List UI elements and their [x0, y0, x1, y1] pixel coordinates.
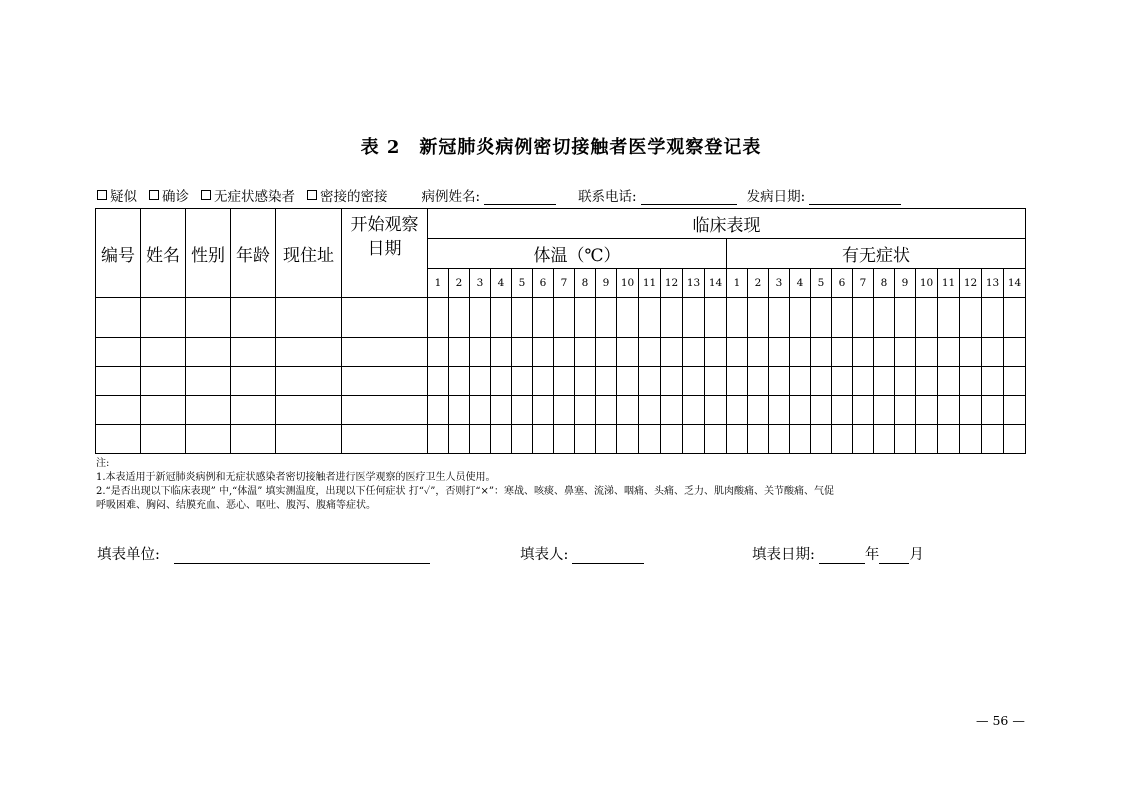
filling-unit-field	[97, 544, 430, 564]
table-cell[interactable]	[449, 338, 470, 367]
table-cell[interactable]	[639, 425, 661, 454]
symptom-day-header: 5	[811, 269, 832, 298]
table-cell[interactable]	[748, 396, 769, 425]
checkbox-icon[interactable]	[201, 190, 211, 200]
table-cell[interactable]	[512, 338, 533, 367]
table-cell[interactable]	[832, 396, 853, 425]
table-cell[interactable]	[1004, 338, 1026, 367]
table-cell[interactable]	[533, 298, 554, 338]
table-cell[interactable]	[960, 367, 982, 396]
table-cell[interactable]	[790, 298, 811, 338]
onset-date-label: 发病日期:	[746, 189, 806, 205]
filler-field	[520, 544, 644, 564]
header-age: 年龄	[231, 209, 276, 298]
table-row	[96, 298, 1026, 338]
symptom-day-header: 4	[790, 269, 811, 298]
case-name-field	[422, 185, 557, 205]
table-row	[96, 396, 1026, 425]
table-cell[interactable]	[748, 425, 769, 454]
temp-day-header: 5	[512, 269, 533, 298]
table-cell[interactable]	[916, 396, 938, 425]
table-cell[interactable]	[790, 367, 811, 396]
table-cell[interactable]	[727, 396, 748, 425]
filling-month-blank[interactable]	[879, 549, 909, 564]
temp-day-header: 11	[639, 269, 661, 298]
case-type-confirmed[interactable]	[149, 185, 189, 205]
table-cell[interactable]	[470, 338, 491, 367]
symptom-day-header: 9	[895, 269, 916, 298]
table-row	[96, 367, 1026, 396]
table-cell[interactable]	[1004, 298, 1026, 338]
header-address: 现住址	[276, 209, 342, 298]
table-cell[interactable]	[938, 298, 960, 338]
case-type-label: 密接的密接	[320, 189, 388, 205]
table-cell[interactable]	[491, 396, 512, 425]
table-cell[interactable]	[853, 338, 874, 367]
symptom-day-header: 1	[727, 269, 748, 298]
header-start-line2: 日期	[367, 239, 402, 259]
table-cell[interactable]	[727, 298, 748, 338]
table-cell[interactable]	[1004, 396, 1026, 425]
case-type-label: 疑似	[110, 189, 137, 205]
table-cell[interactable]	[512, 396, 533, 425]
onset-date-blank[interactable]	[809, 190, 901, 205]
table-cell[interactable]	[895, 396, 916, 425]
table-cell[interactable]	[449, 367, 470, 396]
symptom-day-header: 7	[853, 269, 874, 298]
table-cell[interactable]	[661, 367, 683, 396]
table-cell[interactable]	[982, 338, 1004, 367]
table-cell[interactable]	[96, 298, 141, 338]
page-title: 表 2 新冠肺炎病例密切接触者医学观察登记表	[360, 137, 762, 158]
table-cell[interactable]	[874, 425, 895, 454]
table-cell[interactable]	[960, 396, 982, 425]
table-cell[interactable]	[811, 425, 832, 454]
table-cell[interactable]	[769, 298, 790, 338]
table-cell[interactable]	[617, 396, 639, 425]
table-cell[interactable]	[982, 396, 1004, 425]
case-info-line	[97, 185, 901, 205]
table-cell[interactable]	[96, 338, 141, 367]
table-cell[interactable]	[141, 367, 186, 396]
contact-phone-label: 联系电话:	[578, 189, 637, 205]
table-cell[interactable]	[769, 396, 790, 425]
table-cell[interactable]	[276, 298, 342, 338]
case-type-secondary-contact[interactable]	[307, 185, 388, 205]
table-cell[interactable]	[186, 338, 231, 367]
table-cell[interactable]	[491, 298, 512, 338]
table-cell[interactable]	[428, 396, 449, 425]
table-cell[interactable]	[683, 367, 705, 396]
filling-date-field	[752, 544, 924, 564]
table-cell[interactable]	[96, 396, 141, 425]
table-cell[interactable]	[683, 338, 705, 367]
table-cell[interactable]	[853, 298, 874, 338]
table-cell[interactable]	[342, 367, 428, 396]
table-row	[96, 425, 1026, 454]
table-cell[interactable]	[895, 367, 916, 396]
table-cell[interactable]	[231, 396, 276, 425]
table-cell[interactable]	[982, 367, 1004, 396]
table-cell[interactable]	[916, 298, 938, 338]
temp-day-header: 12	[661, 269, 683, 298]
table-cell[interactable]	[769, 367, 790, 396]
header-start-line1: 开始观察	[350, 215, 419, 235]
symptom-day-header: 8	[874, 269, 895, 298]
filler-label: 填表人:	[520, 547, 569, 563]
table-cell[interactable]	[512, 425, 533, 454]
table-cell[interactable]	[596, 338, 617, 367]
table-cell[interactable]	[449, 298, 470, 338]
table-cell[interactable]	[960, 338, 982, 367]
table-cell[interactable]	[491, 338, 512, 367]
table-cell[interactable]	[96, 367, 141, 396]
table-cell[interactable]	[596, 298, 617, 338]
table-cell[interactable]	[428, 338, 449, 367]
case-type-suspected[interactable]	[97, 185, 137, 205]
table-cell[interactable]	[596, 367, 617, 396]
case-type-label: 确诊	[162, 189, 189, 205]
table-cell[interactable]	[554, 338, 575, 367]
table-cell[interactable]	[874, 396, 895, 425]
table-cell[interactable]	[575, 298, 596, 338]
temp-day-header: 13	[683, 269, 705, 298]
header-sex: 性别	[186, 209, 231, 298]
table-cell[interactable]	[617, 425, 639, 454]
table-cell[interactable]	[575, 338, 596, 367]
table-cell[interactable]	[596, 396, 617, 425]
table-cell[interactable]	[895, 425, 916, 454]
table-cell[interactable]	[186, 367, 231, 396]
table-cell[interactable]	[470, 367, 491, 396]
table-cell[interactable]	[470, 298, 491, 338]
table-cell[interactable]	[141, 338, 186, 367]
table-cell[interactable]	[575, 396, 596, 425]
table-cell[interactable]	[661, 338, 683, 367]
notes-line-2: 2.“是否出现以下临床表现” 中,“体温” 填实测温度，出现以下任何症状 打“✓”，否则打“×”：寒战、咳痰、鼻塞、流涕、咽痛、头痛、乏力、肌肉酸痛、关节酸痛、气促	[96, 486, 834, 497]
temp-day-header: 7	[554, 269, 575, 298]
table-cell[interactable]	[982, 425, 1004, 454]
table-cell[interactable]	[141, 425, 186, 454]
table-cell[interactable]	[533, 425, 554, 454]
symptom-day-header: 2	[748, 269, 769, 298]
header-clinical: 临床表现	[428, 209, 1026, 239]
table-cell[interactable]	[491, 425, 512, 454]
table-cell[interactable]	[683, 298, 705, 338]
case-name-blank[interactable]	[484, 190, 556, 205]
table-cell[interactable]	[769, 338, 790, 367]
table-cell[interactable]	[853, 425, 874, 454]
notes	[96, 457, 1036, 513]
header-temperature: 体温（℃）	[428, 239, 727, 269]
table-cell[interactable]	[811, 298, 832, 338]
temp-day-header: 9	[596, 269, 617, 298]
onset-date-field	[747, 185, 902, 205]
table-cell[interactable]	[748, 338, 769, 367]
notes-label: 注:	[96, 458, 110, 469]
table-cell[interactable]	[639, 396, 661, 425]
table-cell[interactable]	[512, 367, 533, 396]
table-cell[interactable]	[470, 396, 491, 425]
table-cell[interactable]	[661, 298, 683, 338]
table-cell[interactable]	[853, 396, 874, 425]
table-cell[interactable]	[428, 425, 449, 454]
table-cell[interactable]	[512, 298, 533, 338]
table-cell[interactable]	[960, 298, 982, 338]
table-cell[interactable]	[449, 396, 470, 425]
filling-date-label: 填表日期:	[752, 547, 815, 563]
table-cell[interactable]	[832, 425, 853, 454]
table-cell[interactable]	[748, 367, 769, 396]
table-cell[interactable]	[683, 396, 705, 425]
table-cell[interactable]	[276, 367, 342, 396]
table-cell[interactable]	[982, 298, 1004, 338]
filler-blank[interactable]	[572, 549, 644, 564]
table-cell[interactable]	[832, 298, 853, 338]
notes-line-1: 1.本表适用于新冠肺炎病例和无症状感染者密切接触者进行医学观察的医疗卫生人员使用。	[96, 472, 496, 483]
table-cell[interactable]	[811, 396, 832, 425]
table-cell[interactable]	[470, 425, 491, 454]
table-cell[interactable]	[938, 338, 960, 367]
table-cell[interactable]	[276, 425, 342, 454]
table-cell[interactable]	[491, 367, 512, 396]
table-cell[interactable]	[186, 425, 231, 454]
header-id: 编号	[96, 209, 141, 298]
header-symptoms: 有无症状	[727, 239, 1026, 269]
table-cell[interactable]	[661, 396, 683, 425]
table-cell[interactable]	[727, 367, 748, 396]
table-cell[interactable]	[895, 338, 916, 367]
symptom-day-header: 10	[916, 269, 938, 298]
table-cell[interactable]	[790, 396, 811, 425]
table-cell[interactable]	[342, 425, 428, 454]
table-cell[interactable]	[575, 425, 596, 454]
table-cell[interactable]	[428, 298, 449, 338]
table-cell[interactable]	[661, 425, 683, 454]
temp-day-header: 3	[470, 269, 491, 298]
table-cell[interactable]	[769, 425, 790, 454]
symptom-day-header: 3	[769, 269, 790, 298]
temp-day-header: 14	[705, 269, 727, 298]
notes-line-3: 呼吸困难、胸闷、结膜充血、恶心、呕吐、腹泻、腹痛等症状。	[96, 500, 376, 511]
symptom-day-header: 12	[960, 269, 982, 298]
table-cell[interactable]	[141, 396, 186, 425]
symptom-day-header: 6	[832, 269, 853, 298]
table-cell[interactable]	[811, 338, 832, 367]
temp-day-header: 2	[449, 269, 470, 298]
table-cell[interactable]	[874, 298, 895, 338]
table-cell[interactable]	[705, 425, 727, 454]
table-cell[interactable]	[727, 425, 748, 454]
temp-day-header: 6	[533, 269, 554, 298]
table-cell[interactable]	[705, 367, 727, 396]
table-cell[interactable]	[874, 367, 895, 396]
table-cell[interactable]	[874, 338, 895, 367]
table-cell[interactable]	[554, 425, 575, 454]
table-cell[interactable]	[639, 367, 661, 396]
table-cell[interactable]	[938, 396, 960, 425]
table-cell[interactable]	[683, 425, 705, 454]
table-cell[interactable]	[727, 338, 748, 367]
table-cell[interactable]	[705, 338, 727, 367]
contact-phone-blank[interactable]	[641, 190, 737, 205]
table-cell[interactable]	[639, 338, 661, 367]
table-cell[interactable]	[342, 396, 428, 425]
case-name-label: 病例姓名:	[421, 189, 481, 205]
table-cell[interactable]	[231, 367, 276, 396]
year-label: 年	[864, 547, 880, 563]
table-cell[interactable]	[231, 338, 276, 367]
temp-day-header: 8	[575, 269, 596, 298]
table-cell[interactable]	[554, 396, 575, 425]
table-cell[interactable]	[832, 338, 853, 367]
table-cell[interactable]	[96, 425, 141, 454]
table-cell[interactable]	[342, 298, 428, 338]
header-name: 姓名	[141, 209, 186, 298]
symptom-day-header: 14	[1004, 269, 1026, 298]
page-number: — 56 —	[976, 713, 1025, 728]
table-cell[interactable]	[895, 298, 916, 338]
temp-day-header: 1	[428, 269, 449, 298]
table-cell[interactable]	[596, 425, 617, 454]
table-cell[interactable]	[617, 298, 639, 338]
table-cell[interactable]	[575, 367, 596, 396]
table-cell[interactable]	[790, 425, 811, 454]
observation-table	[95, 208, 1026, 454]
filling-unit-blank[interactable]	[174, 549, 430, 564]
table-cell[interactable]	[748, 298, 769, 338]
header-start-date	[342, 209, 428, 298]
table-cell[interactable]	[617, 338, 639, 367]
case-type-asymptomatic[interactable]	[201, 185, 295, 205]
table-cell[interactable]	[186, 298, 231, 338]
table-cell[interactable]	[449, 425, 470, 454]
table-cell[interactable]	[960, 425, 982, 454]
table-cell[interactable]	[705, 396, 727, 425]
table-cell[interactable]	[916, 338, 938, 367]
header-row-1	[96, 209, 1026, 239]
table-cell[interactable]	[617, 367, 639, 396]
table-cell[interactable]	[231, 298, 276, 338]
month-label: 月	[909, 547, 924, 563]
table-row	[96, 338, 1026, 367]
case-type-label: 无症状感染者	[214, 189, 295, 205]
table-cell[interactable]	[1004, 425, 1026, 454]
table-cell[interactable]	[554, 298, 575, 338]
checkbox-icon[interactable]	[307, 190, 317, 200]
table-cell[interactable]	[533, 338, 554, 367]
table-cell[interactable]	[276, 396, 342, 425]
temp-day-header: 10	[617, 269, 639, 298]
table-cell[interactable]	[231, 425, 276, 454]
symptom-day-header: 13	[982, 269, 1004, 298]
table-cell[interactable]	[342, 338, 428, 367]
checkbox-icon[interactable]	[97, 190, 107, 200]
table-cell[interactable]	[811, 367, 832, 396]
table-cell[interactable]	[533, 367, 554, 396]
table-cell[interactable]	[141, 298, 186, 338]
contact-phone-field	[578, 185, 737, 205]
table-cell[interactable]	[554, 367, 575, 396]
table-cell[interactable]	[916, 367, 938, 396]
filling-unit-label: 填表单位:	[97, 547, 160, 563]
symptom-day-header: 11	[938, 269, 960, 298]
filling-year-blank[interactable]	[819, 549, 865, 564]
table-cell[interactable]	[938, 367, 960, 396]
table-cell[interactable]	[916, 425, 938, 454]
table-cell[interactable]	[186, 396, 231, 425]
table-cell[interactable]	[790, 338, 811, 367]
table-cell[interactable]	[938, 425, 960, 454]
table-cell[interactable]	[1004, 367, 1026, 396]
temp-day-header: 4	[491, 269, 512, 298]
table-cell[interactable]	[533, 396, 554, 425]
table-cell[interactable]	[276, 338, 342, 367]
checkbox-icon[interactable]	[149, 190, 159, 200]
table-cell[interactable]	[705, 298, 727, 338]
table-cell[interactable]	[853, 367, 874, 396]
table-cell[interactable]	[428, 367, 449, 396]
table-cell[interactable]	[639, 298, 661, 338]
table-cell[interactable]	[832, 367, 853, 396]
